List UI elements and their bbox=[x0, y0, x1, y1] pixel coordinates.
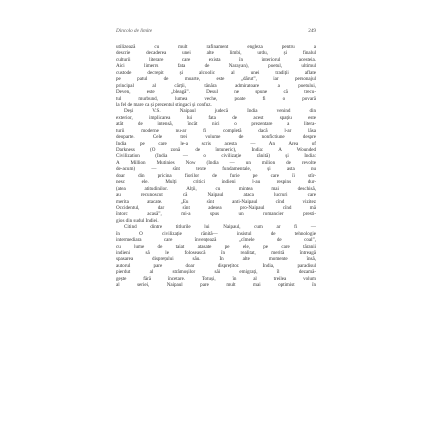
running-header bbox=[116, 28, 316, 38]
text-line: intermediara care învențează „cîmele de coal”, bbox=[116, 237, 316, 244]
text-line: Darkness (O zonă de întuneric), India: A Wounded bbox=[116, 147, 316, 153]
text-line: pierdut al strămoșilor săi emigrați, îl dezamă- bbox=[116, 269, 316, 276]
text-line: descrie decaderea unei alte limbi, urdu, și finalul bbox=[116, 50, 316, 57]
text-line: principal al cărții, tânăra admiratoare a poetului, bbox=[116, 82, 316, 89]
text-line: atât de intensă, încât nici o prezentare a litera- bbox=[116, 121, 316, 128]
text-line: gește fără încetare. Totuși, în al treilea volum bbox=[116, 275, 316, 282]
text-line: culturii literare care exista în interiorul acesteia. bbox=[116, 56, 316, 63]
text-line: utilizează cu mult rafinament engleza pentru a bbox=[116, 44, 316, 50]
text-line: pe patul de moarte, este „dărut”, iar personajul bbox=[116, 76, 316, 83]
text-line: Aici limerrs fata de Narayan), poetul, ultimul bbox=[116, 63, 316, 70]
text-line: de-acum) — sînt texte fundamentale, și asta nu bbox=[116, 166, 316, 173]
body-text bbox=[116, 44, 316, 424]
text-line: tul murbund, lumea veche, poate fi o povară bbox=[116, 95, 316, 102]
text-line: Deși V.S. Naipaul judecă India venind din bbox=[124, 108, 316, 115]
text-line: Occidentul, dar sînt adesea pro-Naipaul cînd mă bbox=[116, 204, 316, 211]
text-line: turii moderne nu-ar fi completă dacă l-ar lăsa bbox=[116, 127, 316, 134]
text-line: (atea atitudinilor. Alții, cu mintea mai deschisă, bbox=[116, 185, 316, 192]
text-line: A Million Mutinies Now (India — un milion de revolte bbox=[116, 159, 316, 166]
text-line: în O civilizație rănită— insistul de tehnologie bbox=[116, 230, 316, 237]
text-line: gios din sudul Indiei. bbox=[116, 217, 159, 224]
text-line: nesc ele. Mulți critici indieni l-au respins dur- bbox=[116, 179, 316, 186]
running-title: Dincolo de limite bbox=[116, 28, 153, 34]
text-line: custode decrepit și alcoolic al unei tradiții aflate bbox=[116, 69, 316, 76]
text-line: merita atacate. „Eu sînt anti-Naipaul cînd vizitez bbox=[116, 198, 316, 205]
text-line: întorc acasă”, mi-a spus un romancier presti- bbox=[116, 211, 316, 218]
page-number: 249 bbox=[308, 28, 316, 34]
text-line: Deven, este „bleagă”. Desul ne spune că trecu- bbox=[116, 89, 316, 96]
text-line: autorul pare doar disprețitor. India, paradisul bbox=[116, 262, 316, 269]
text-line: India pe care le-a scris acesta — An Area of bbox=[116, 140, 316, 147]
text-line: la fel de mare ca și prezentul stingaci și confuz. bbox=[116, 101, 212, 108]
text-line: exterior, implicarea lui fata de acest spațiu este bbox=[116, 114, 316, 121]
text-line: cu lume de taiat atasate pe ele, pe care tăranii bbox=[116, 243, 316, 250]
text-line: indieni să le folosească în realitat, merită întreagă bbox=[116, 250, 316, 256]
text-line: au recunoscut că Naipaul ataca lucruri care bbox=[116, 192, 316, 199]
text-line: doar din pricina fiorilor de furie pe care îi stîr- bbox=[116, 172, 316, 179]
text-line: Citind dintre titlurile lui Naipaul, cum ar fi — bbox=[124, 224, 316, 231]
text-line: Civilization (India — o civilizație rănită) și India: bbox=[116, 153, 316, 160]
text-line: al seriei, Naipaul pare mult mai optimist în bbox=[116, 282, 316, 289]
text-line: spasarea disprețului său. În alte momente însă, bbox=[116, 256, 316, 263]
text-line: deoparte. Cele trei volume de nonfictiune despre bbox=[116, 134, 316, 141]
